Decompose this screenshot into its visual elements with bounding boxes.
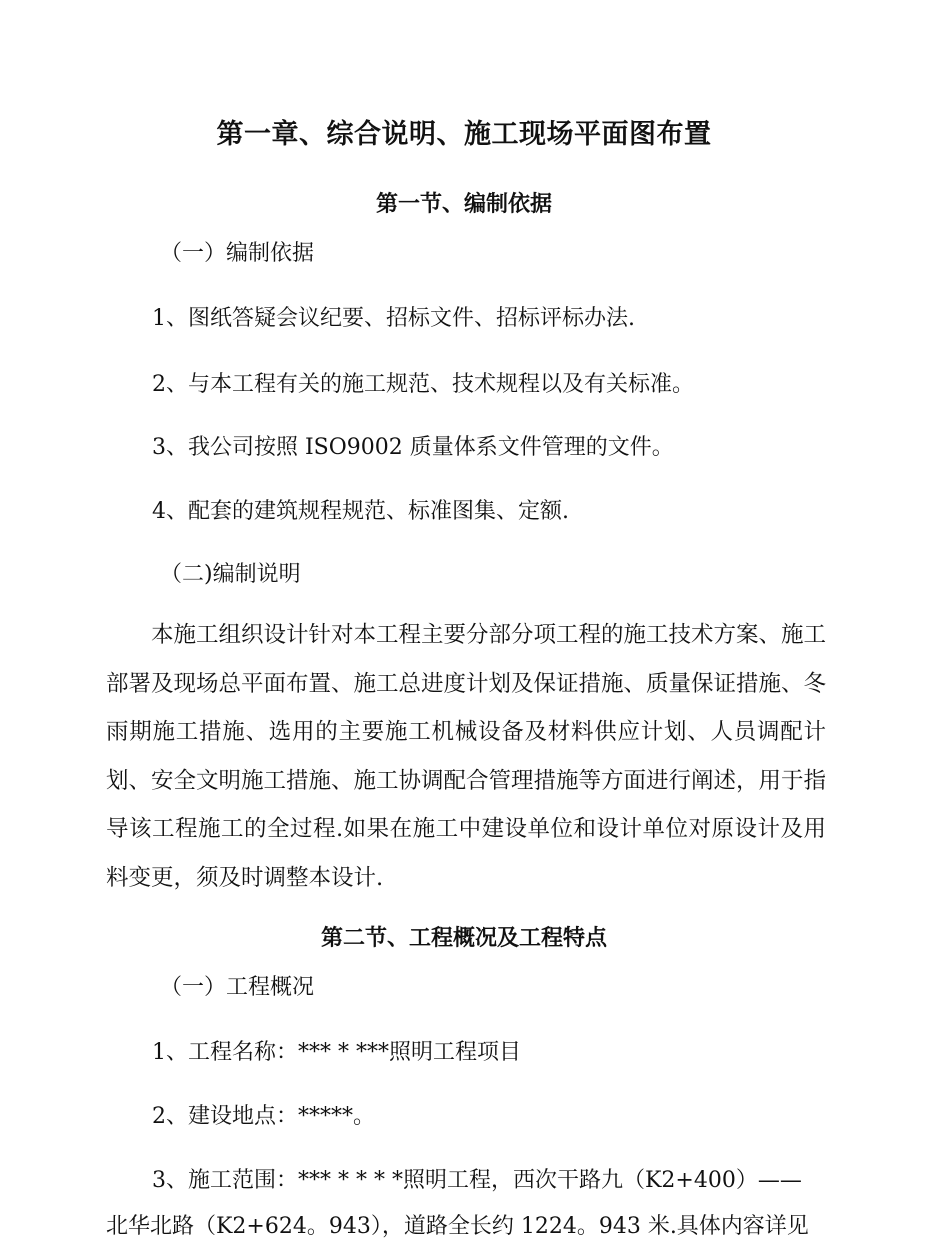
list-item: 2、与本工程有关的施工规范、技术规程以及有关标准。: [152, 372, 694, 397]
description-paragraph: 本施工组织设计针对本工程主要分部分项工程的施工技术方案、施工部署及现场总平面布置、施工总进度计划及保证措施、质量保证措施、冬雨期施工措施、选用的主要施工机械设备及材料供应计划、人员调配计划、安全文明施工措施、施工协调配合管理措施等方面进行阐述，用于指导该工程施工的全过程.如果在施工中建设单位和设计单位对原设计及用料变更，须及时调整本设计.: [106, 622, 827, 891]
list-item: 2、建设地点：*****。: [152, 1104, 375, 1129]
subsection-1-heading: （一）编制依据: [160, 241, 315, 266]
subsection-2-heading: （二)编制说明: [160, 562, 301, 587]
list-item: 1、工程名称：*** * ***照明工程项目: [152, 1040, 521, 1065]
chapter-title: 第一章、综合说明、施工现场平面图布置: [216, 119, 712, 150]
list-item: 4、配套的建筑规程规范、标准图集、定额.: [152, 499, 569, 524]
section-2-title: 第二节、工程概况及工程特点: [320, 925, 607, 951]
section-1-title: 第一节、编制依据: [375, 191, 552, 217]
list-item: 3、我公司按照 ISO9002 质量体系文件管理的文件。: [152, 435, 674, 460]
list-item: 1、图纸答疑会议纪要、招标文件、招标评标办法.: [152, 306, 635, 331]
list-item-continuation: 北华北路（K2+624。943），道路全长约 1224。943 米.具体内容详见: [106, 1214, 809, 1239]
list-item: 3、施工范围：*** * * * *照明工程，西次干路九（K2+400）——: [152, 1168, 802, 1193]
subsection-3-heading: （一）工程概况: [160, 975, 315, 1000]
